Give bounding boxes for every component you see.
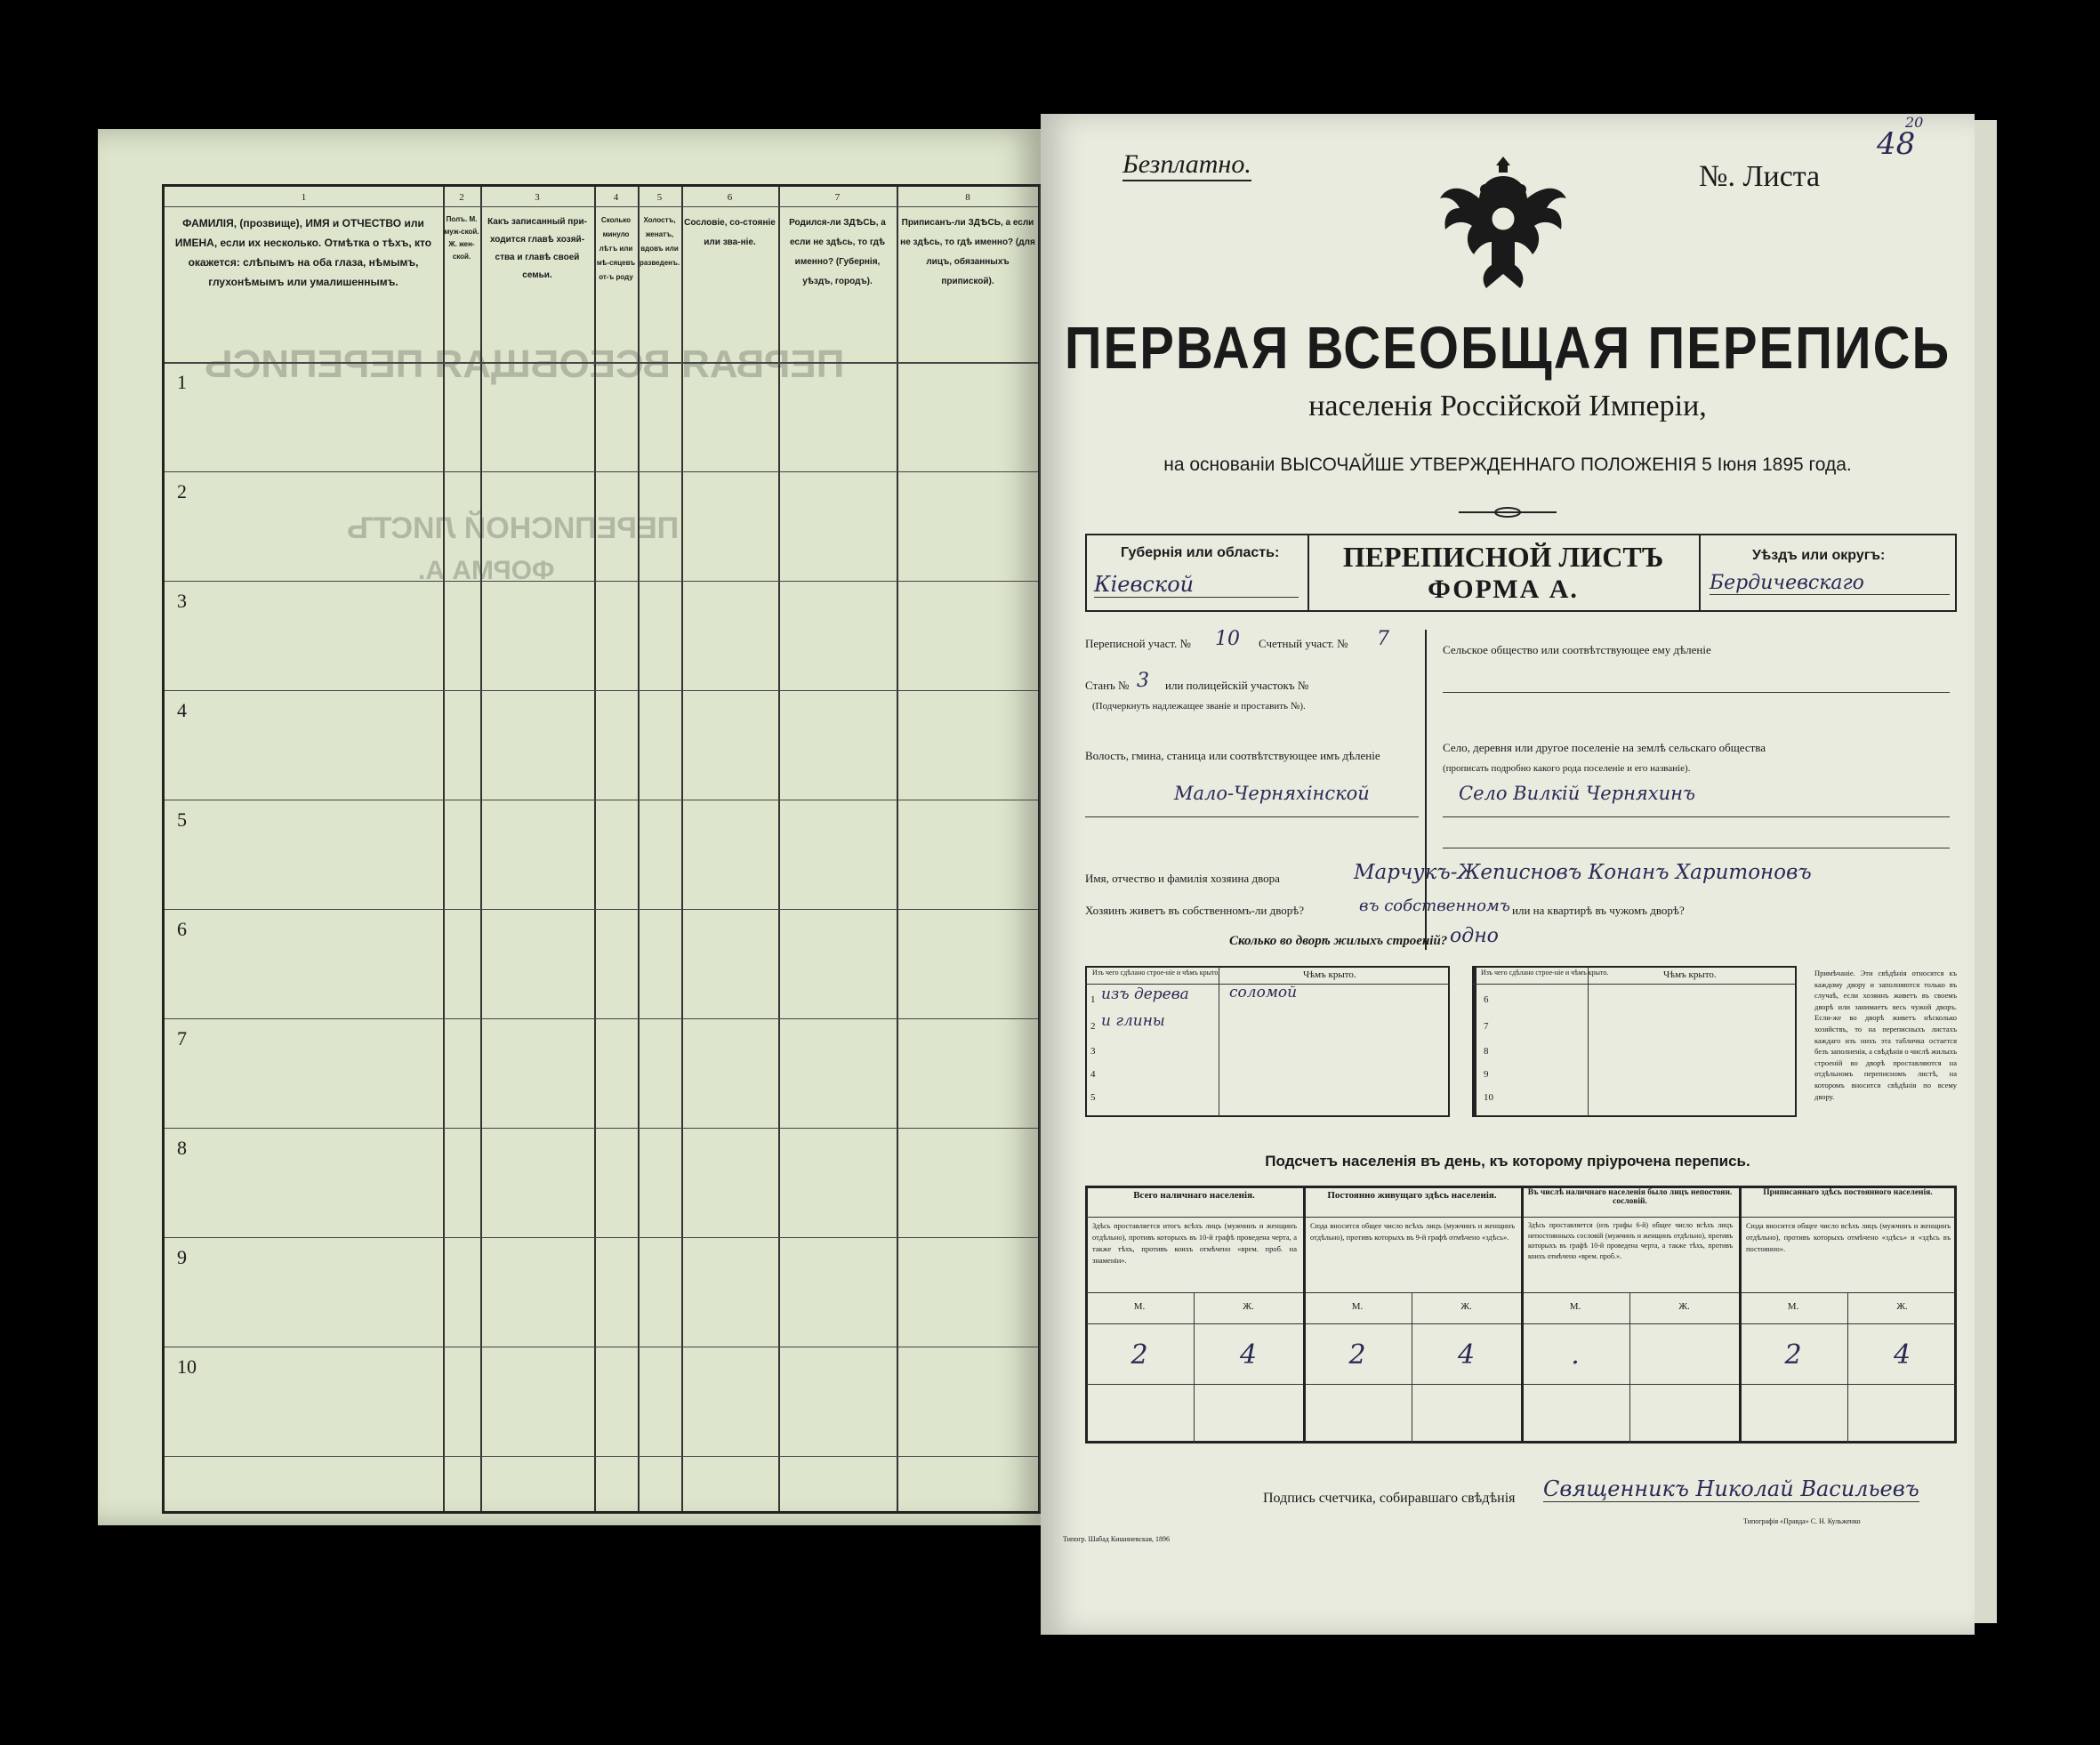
column-header-age: Сколько минуло лѣтъ или мѣ-сяцевъ от-ъ роду — [596, 216, 636, 281]
building-row-number: 9 — [1484, 1069, 1489, 1080]
column-number: 6 — [727, 192, 733, 203]
sheet-number-label: №. Листа — [1699, 160, 1821, 193]
summary-female-value: 4 — [1239, 1339, 1258, 1371]
census-table — [162, 184, 1041, 1514]
owner-label: Имя, отчество и фамилія хозяина двора — [1085, 872, 1280, 885]
document-title: ПЕРВАЯ ВСЕОБЩАЯ ПЕРЕПИСЬ — [1064, 315, 1951, 382]
district-label: Уѣздъ или округъ: — [1752, 548, 1886, 563]
village-value: Село Вилкій Черняхинъ — [1459, 783, 1696, 804]
summary-male-value: 2 — [1130, 1339, 1148, 1371]
census-section-label: Переписной участ. № — [1085, 637, 1191, 650]
column-number: 3 — [535, 192, 540, 203]
document-subtitle: населенія Россійской Имперіи, — [1308, 390, 1707, 422]
building-row-number: 7 — [1484, 1021, 1489, 1032]
summary-female-value: 4 — [1457, 1339, 1476, 1371]
female-label: Ж. — [1460, 1301, 1472, 1312]
buildings-col-material: Изъ чего сдѣлано строе-ніе и чѣмъ крыто. — [1092, 969, 1220, 977]
building-row-number: 3 — [1090, 1046, 1096, 1057]
male-label: М. — [1133, 1301, 1146, 1312]
buildings-table-b — [1472, 966, 1797, 1117]
column-number: 4 — [613, 192, 619, 203]
male-label: М. — [1787, 1301, 1799, 1312]
volost-value: Мало-Черняхінской — [1174, 783, 1370, 804]
summary-head: Всего наличнаго населенія. — [1133, 1190, 1255, 1201]
stan-value: 3 — [1137, 670, 1149, 692]
summary-female-value: 4 — [1893, 1339, 1911, 1371]
bleed-through-text: ПЕРВАЯ ВСЕОБЩАЯ ПЕРЕПИСЬ — [205, 342, 845, 386]
summary-male-value: 2 — [1348, 1339, 1366, 1371]
column-number: 1 — [301, 192, 307, 203]
buildings-col-roof: Чѣмъ крыто. — [1663, 969, 1717, 980]
imperial-eagle-icon — [1436, 149, 1570, 292]
buildings-col-roof: Чѣмъ крыто. — [1303, 969, 1356, 980]
buildings-label: Сколько во дворѣ жилыхъ строеній? — [1229, 934, 1448, 948]
census-section-value: 10 — [1215, 628, 1240, 650]
signature-value: Священникъ Николай Васильевъ — [1543, 1476, 1919, 1501]
free-label: Безплатно. — [1122, 149, 1251, 181]
village-label: Село, деревня или другое поселеніе на землѣ сельскаго общества — [1443, 741, 1766, 754]
summary-desc: Здѣсь проставляется (изъ графы 6-й) общее число всѣхъ лицъ непостоянныхъ сословій (мужчинъ и женщинъ отдѣльно), противъ которыхъ въ графѣ 10-й проведена черта, а также тѣхъ, противъ коихъ отмѣчено «врем. проб.». — [1528, 1221, 1733, 1260]
right-page — [1041, 114, 1975, 1635]
column-header-relation: Какъ записанный при-ходится главѣ хозяй-ства и главѣ своей семьи. — [487, 217, 587, 280]
owner-lives-label: Хозяинъ живетъ въ собственномъ-ли дворѣ? — [1085, 904, 1305, 917]
province-label: Губернія или область: — [1121, 545, 1280, 560]
column-header-registered: Приписанъ-ли ЗДѢСЬ, а если не здѣсь, то гдѣ именно? (для лицъ, обязанныхъ припиской). — [900, 218, 1035, 286]
summary-male-value: 2 — [1784, 1339, 1802, 1371]
left-page — [98, 129, 1041, 1525]
printer-right: Типографія «Правда» С. Н. Кульженко — [1743, 1517, 1861, 1525]
rural-society-label: Сельское общество или соотвѣтствующее ему дѣленіе — [1443, 643, 1711, 656]
row-number: 8 — [177, 1137, 187, 1159]
column-header-marital: Холостъ, женатъ, вдовъ или разведенъ. — [639, 216, 680, 267]
female-label: Ж. — [1896, 1301, 1908, 1312]
building-row-number: 8 — [1484, 1046, 1489, 1057]
ornament-divider — [1459, 505, 1557, 519]
note-text: Примѣчаніе. Эти свѣдѣнія относятся къ каждому двору и заполняются только въ случаѣ, если хозяинъ живетъ въ своемъ дворѣ или занимаетъ весь чужой дворъ. Если-же во дворѣ живетъ нѣсколько хозяйствъ, то на переписныхъ листахъ каждаго изъ нихъ эта табличка остается безъ заполненія, а свѣдѣнія о числѣ жилыхъ строеній во дворѣ проставляются на отдѣльномъ переписномъ листѣ, на которомъ вносится свѣдѣнія по всему двору. — [1814, 969, 1957, 1101]
district-value: Бердичевскаго — [1710, 572, 1950, 595]
summary-desc: Сюда вносится общее число всѣхъ лицъ (мужчинъ и женщинъ отдѣльно), противъ которыхъ отмѣчено «здѣсь» и «здѣсь въ постоянно». — [1746, 1221, 1951, 1253]
form-subtitle: ФОРМА А. — [1428, 575, 1579, 604]
column-number: 5 — [656, 192, 663, 203]
row-number: 2 — [177, 480, 187, 503]
building-row-material: и глины — [1101, 1012, 1165, 1030]
column-header-sex: Полъ. М. муж-ской. Ж. жен-ской. — [444, 215, 479, 261]
owner-value: Марчукъ-Жеписновъ Конанъ Харитоновъ — [1354, 861, 1812, 884]
stan-label: Станъ № — [1085, 679, 1130, 692]
summary-desc: Здѣсь проставляется итогъ всѣхъ лицъ (мужчинъ и женщинъ отдѣльно), противъ которыхъ въ 10-й графѣ проведена черта, а также тѣхъ, противъ коихъ отмѣчено «врем. проб. на знаменіи». — [1092, 1221, 1297, 1265]
form-title: ПЕРЕПИСНОЙ ЛИСТЪ — [1342, 541, 1664, 573]
building-row-roof: соломой — [1229, 984, 1298, 1001]
column-header-estate: Сословіе, со-стояніе или зва-ніе. — [684, 218, 776, 247]
building-row-number: 1 — [1090, 994, 1096, 1005]
column-header-birthplace: Родился-ли ЗДѢСЬ, а если не здѣсь, то гдѣ именно? (Губернія, уѣздъ, городъ). — [789, 218, 886, 286]
male-label: М. — [1569, 1301, 1581, 1312]
sheet-number-value: 48 — [1877, 126, 1916, 162]
building-row-number: 2 — [1090, 1021, 1096, 1032]
row-number: 1 — [177, 371, 187, 393]
summary-head: Въ числѣ наличнаго населенія было лицъ непостоян. сословій. — [1527, 1188, 1733, 1206]
row-number: 9 — [177, 1246, 187, 1268]
province-value: Кіевской — [1094, 572, 1299, 598]
count-section-value: 7 — [1377, 628, 1389, 650]
row-number: 7 — [177, 1027, 187, 1049]
summary-head: Постоянно живущаго здѣсь населенія. — [1327, 1190, 1497, 1201]
male-label: М. — [1351, 1301, 1364, 1312]
row-number: 6 — [177, 918, 187, 940]
bleed-through-text: ПЕРЕПИСНОЙ ЛИСТЪ — [347, 511, 680, 545]
building-row-number: 10 — [1484, 1092, 1493, 1103]
village-note: (прописать подробно какого рода поселеніе и его названіе). — [1443, 763, 1691, 774]
summary-desc: Сюда вносится общее число всѣхъ лицъ (мужчинъ и женщинъ отдѣльно), противъ которыхъ въ 9-й графѣ отмѣчено «здѣсь». — [1310, 1221, 1515, 1242]
volost-label: Волость, гмина, станица или соотвѣтствующее имъ дѣленіе — [1085, 749, 1380, 762]
row-number: 3 — [177, 590, 187, 612]
owner-lives-tail: или на квартирѣ въ чужомъ дворѣ? — [1512, 904, 1685, 917]
female-label: Ж. — [1678, 1301, 1690, 1312]
column-number: 8 — [965, 192, 970, 203]
count-section-label: Счетный участ. № — [1259, 637, 1348, 650]
column-header-name: ФАМИЛІЯ, (прозвище), ИМЯ и ОТЧЕСТВО или ИМЕНА, если их несколько. Отмѣтка о тѣхъ, кто окажется: слѣпымъ на оба глаза, нѣмымъ, глухонѣмымъ или умалишеннымъ. — [174, 217, 432, 288]
buildings-col-material: Изъ чего сдѣлано строе-ніе и чѣмъ крыто. — [1481, 969, 1609, 977]
female-label: Ж. — [1243, 1301, 1254, 1312]
summary-head: Приписаннаго здѣсь постоянного населенія. — [1763, 1188, 1933, 1197]
row-number: 10 — [177, 1355, 197, 1378]
signature-label: Подпись счетчика, собиравшаго свѣдѣнія — [1263, 1491, 1516, 1506]
police-section-label: или полицейскій участокъ № — [1165, 679, 1309, 692]
owner-lives-value: въ собственномъ — [1359, 897, 1510, 915]
row-number: 5 — [177, 808, 187, 831]
bleed-through-text: ФОРМА А. — [418, 556, 555, 585]
underline-note: (Подчеркнуть надлежащее званіе и проставить №). — [1092, 701, 1306, 712]
summary-title: Подсчетъ населенія въ день, къ которому пріурочена перепись. — [1265, 1153, 1750, 1170]
column-number: 2 — [459, 192, 464, 203]
printer-left: Типогр. Шабад Кишиневская, 1896 — [1063, 1535, 1171, 1543]
buildings-value: одно — [1450, 925, 1499, 947]
sheet-number-alt: 20 — [1905, 114, 1924, 131]
building-row-material: изъ дерева — [1101, 985, 1189, 1003]
row-number: 4 — [177, 699, 187, 721]
summary-male-value: . — [1571, 1339, 1580, 1371]
column-number: 7 — [834, 192, 841, 203]
building-row-number: 6 — [1484, 994, 1489, 1005]
building-row-number: 4 — [1090, 1069, 1096, 1080]
building-row-number: 5 — [1090, 1092, 1096, 1103]
document-basis: на основаніи ВЫСОЧАЙШЕ УТВЕРЖДЕННАГО ПОЛОЖЕНІЯ 5 Іюня 1895 года. — [1163, 454, 1852, 475]
